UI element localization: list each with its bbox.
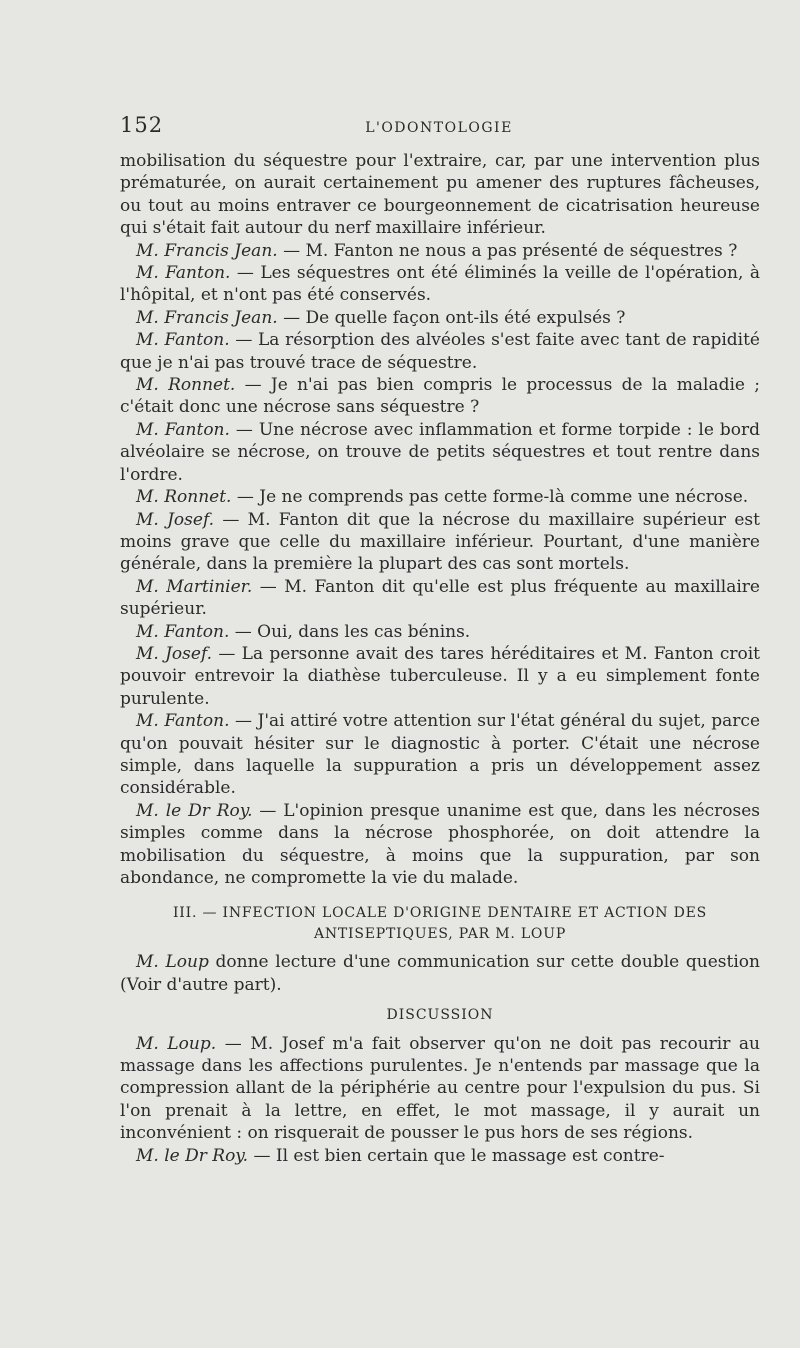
paragraph-text: — La résorption des alvéoles s'est faite avec tant de rapidité que je n'ai pas trouvé trace de séquestre. bbox=[120, 330, 760, 373]
paragraph bbox=[120, 1145, 760, 1167]
speaker-name: M. Josef. bbox=[136, 643, 213, 664]
paragraph-text: — Il est bien certain que le massage est contre- bbox=[248, 1145, 665, 1166]
body-text bbox=[120, 150, 760, 1167]
speaker-name: M. Francis Jean. bbox=[136, 307, 278, 328]
paragraph bbox=[120, 486, 760, 508]
speaker-name: M. le Dr Roy. bbox=[136, 800, 253, 821]
paragraph-text: — Une nécrose avec inflammation et forme torpide : le bord alvéolaire se nécrose, on trouve de petits séquestres et tout rentre dans l'ordre. bbox=[120, 419, 761, 485]
paragraph-text: — M. Josef m'a fait observer qu'on ne doit pas recourir au massage dans les affections purulentes. Je n'entends par massage que la compression allant de la périphérie au centre pour l'expulsion du pus. Si l'on prenait à la lettre, en effet, le mot massage, il y aurait un inconvénient : on risquerait de pousser le pus hors de ses régions. bbox=[120, 1033, 760, 1144]
paragraph-text: — Oui, dans les cas bénins. bbox=[229, 621, 471, 642]
dialogue-paragraphs bbox=[120, 150, 760, 889]
section-heading-line-2: ANTISEPTIQUES, PAR M. LOUP bbox=[313, 926, 567, 943]
paragraph-text: — Je ne comprends pas cette forme-là comme une nécrose. bbox=[231, 487, 749, 508]
paragraph bbox=[120, 710, 760, 800]
speaker-name: M. Fanton. bbox=[136, 263, 231, 284]
section-paragraphs bbox=[120, 951, 760, 996]
running-head: L'ODONTOLOGIE bbox=[365, 120, 513, 136]
speaker-name: M. Loup bbox=[136, 952, 209, 973]
speaker-name: M. le Dr Roy. bbox=[136, 1145, 249, 1166]
paragraph-text: — J'ai attiré votre attention sur l'état général du sujet, parce qu'on pouvait hésiter sur le diagnostic à porter. C'était une nécrose simple, dans laquelle la suppuration a pris un développement assez considérable. bbox=[120, 711, 761, 799]
page-number: 152 bbox=[120, 113, 164, 137]
paragraph bbox=[120, 509, 760, 576]
paragraph bbox=[120, 240, 760, 262]
paragraph-text: — La personne avait des tares héréditaires et M. Fanton croit pouvoir entrevoir la diathèse tuberculeuse. Il y a eu simplement fonte purulente. bbox=[120, 643, 760, 709]
paragraph-text: — M. Fanton dit que la nécrose du maxillaire supérieur est moins grave que celle du maxillaire inférieur. Pourtant, d'une manière générale, dans la première la plupart des cas sont mortels. bbox=[120, 509, 760, 575]
paragraph bbox=[120, 262, 760, 307]
paragraph-text: — Les séquestres ont été éliminés la veille de l'opération, à l'hôpital, et n'ont pas été conservés. bbox=[120, 263, 760, 306]
paragraph bbox=[120, 374, 760, 419]
paragraph-text: mobilisation du séquestre pour l'extraire, car, par une intervention plus prématurée, on aurait certainement pu amener des ruptures fâcheuses, ou tout au moins entraver ce bourgeonnement de cicatrisation heureuse qui s'était fait autour du nerf maxillaire inférieur. bbox=[120, 151, 760, 239]
paragraph-text: donne lecture d'une communication sur cette double question (Voir d'autre part). bbox=[120, 952, 760, 995]
speaker-name: M. Fanton. bbox=[136, 711, 230, 732]
speaker-name: M. Fanton. bbox=[136, 330, 230, 351]
section-heading-line-1: III. — INFECTION LOCALE D'ORIGINE DENTAIRE ET ACTION DES bbox=[172, 905, 708, 922]
paragraph-text: — L'opinion presque unanime est que, dans les nécroses simples comme dans la nécrose phosphorée, on doit attendre la mobilisation du séquestre, à moins que la suppuration, par son abondance, ne compromette la vie du malade. bbox=[120, 800, 761, 888]
paragraph bbox=[120, 329, 760, 374]
page-header bbox=[120, 113, 758, 143]
speaker-name: M. Ronnet. bbox=[136, 375, 236, 396]
speaker-name: M. Fanton. bbox=[136, 419, 230, 440]
paragraph bbox=[120, 643, 760, 710]
paragraph bbox=[120, 419, 760, 486]
paragraph bbox=[120, 1033, 760, 1145]
paragraph-text: — Je n'ai pas bien compris le processus de la maladie ; c'était donc une nécrose sans séquestre ? bbox=[120, 375, 760, 418]
paragraph bbox=[120, 576, 760, 621]
discussion-heading: DISCUSSION bbox=[386, 1007, 494, 1024]
paragraph-text: — M. Fanton ne nous a pas présenté de séquestres ? bbox=[277, 240, 738, 261]
speaker-name: M. Loup. bbox=[136, 1033, 217, 1054]
speaker-name: M. Martinier. bbox=[136, 576, 253, 597]
speaker-name: M. Josef. bbox=[136, 509, 215, 530]
speaker-name: M. Ronnet. bbox=[136, 487, 232, 508]
paragraph-text: — M. Fanton dit qu'elle est plus fréquente au maxillaire supérieur. bbox=[120, 576, 760, 620]
paragraph bbox=[120, 621, 760, 643]
paragraph bbox=[120, 951, 760, 996]
section-heading bbox=[120, 903, 760, 945]
speaker-name: M. Fanton. bbox=[136, 621, 230, 642]
speaker-name: M. Francis Jean. bbox=[136, 240, 278, 261]
paragraph bbox=[120, 307, 760, 329]
discussion-paragraphs bbox=[120, 1033, 760, 1167]
paragraph-text: — De quelle façon ont-ils été expulsés ? bbox=[277, 307, 626, 328]
paragraph bbox=[120, 150, 760, 240]
paragraph bbox=[120, 800, 760, 890]
